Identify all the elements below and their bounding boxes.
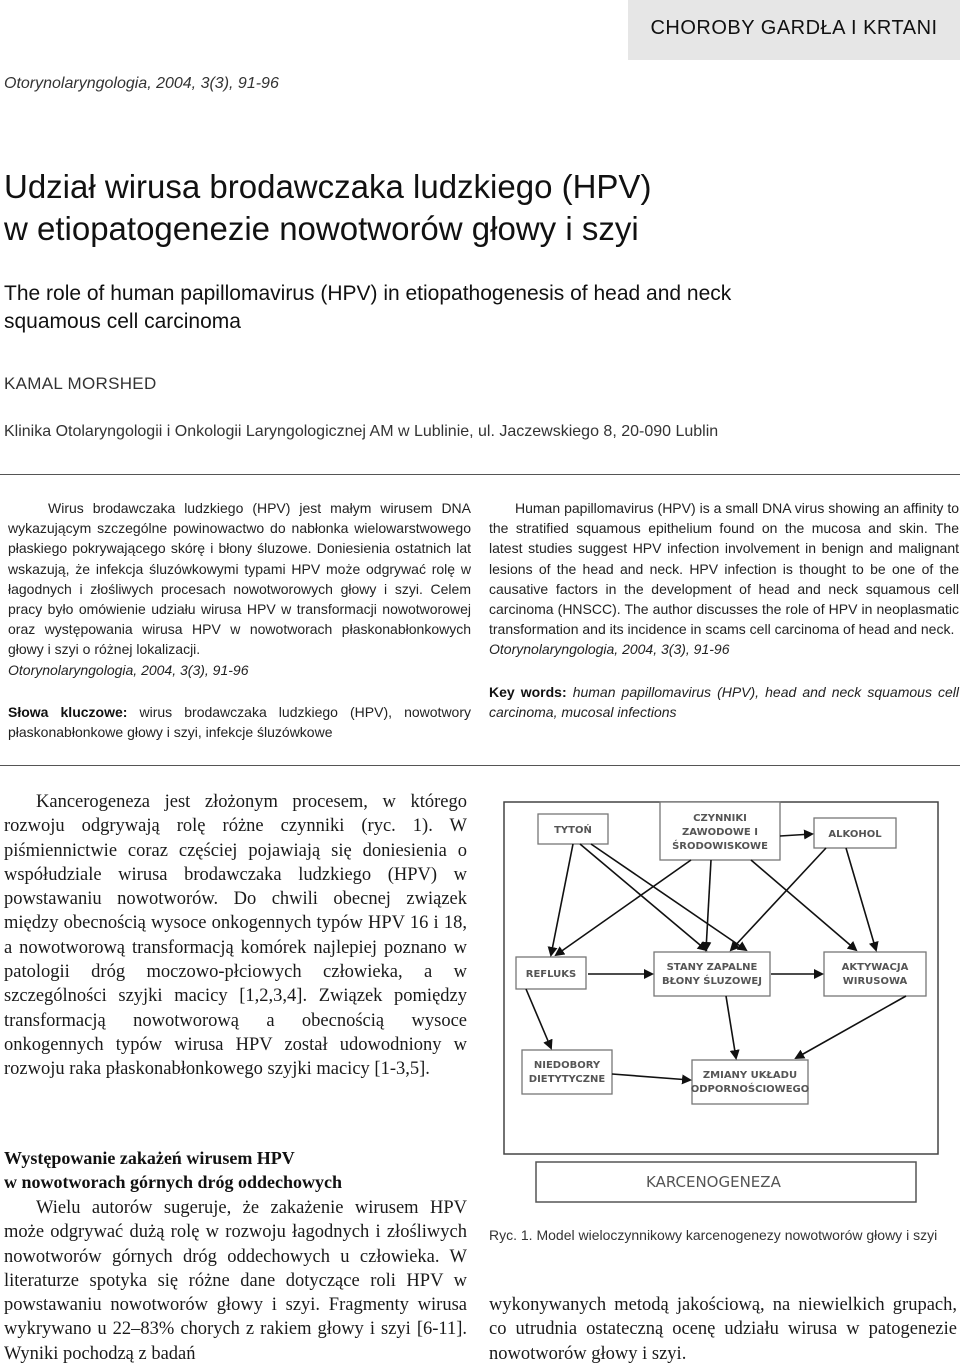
label-karcenogeneza: KARCENOGENEZA xyxy=(646,1173,781,1191)
title-line-1: Udział wirusa brodawczaka ludzkiego (HPV) xyxy=(4,168,652,205)
body-para-3-text: wykonywanych metodą jakościową, na niewielkich grupach, co utrudnia ostateczną ocenę udziału wirusa w patogenezie nowotworów głowy i szyi. xyxy=(489,1295,957,1364)
box-niedobory xyxy=(522,1050,612,1094)
keywords-pl-text: wirus brodawczaka ludzkiego (HPV), nowotwory płaskonabłonkowe głowy i szyi, infekcje śluzówkowe xyxy=(8,703,472,741)
abstract-en-citation: Otorynolaryngologia, 2004, 3(3), 91-96 xyxy=(489,641,730,658)
body-para-2-text: Wielu autorów sugeruje, że zakażenie wirusem HPV może odgrywać dużą rolę w rozwoju łagodnych i złośliwych nowotworów górnych dróg oddechowych u człowieka. W literaturze spotyka się różne dane dotyczące roli HPV w powstawaniu nowotworów głowy i szyi. Fragmenty wirusa wykrywano u 22–83% chorych z rakiem głowy i szyi [6-11]. Wyniki pochodzą z badań xyxy=(4,1198,467,1364)
abstract-polish xyxy=(8,498,471,742)
body-para-1-text: Kancerogeneza jest złożonym procesem, w którego rozwoju odgrywają rolę różne czynniki (ryc. 1). W piśmiennictwie coraz częściej pojawiają się doniesienia o współudziale wirusa brodawczaka ludzkiego (HPV) w powstawaniu nowotworów. Do chwili obecnej związek między obecnością wysoce onkogennych typów HPV 16 i 18, a nowotworową transformacją komórek najlepiej poznano w patologii dróg moczowo-płciowych człowieka, a w szczególności szyjki macicy [1,2,3,4]. Związek pomiędzy transformacją nowotworową a obecnością wysoce onkogennych typów wirusa HPV został udowodniony w rozwoju raka płaskonabłonkowego szyjki macicy [1-3,5]. xyxy=(4,792,467,1080)
box-stany xyxy=(654,952,770,996)
label-aktywacja-1: AKTYWACJA xyxy=(841,962,909,973)
label-zmiany-2: ODPORNOŚCIOWEGO xyxy=(690,1084,810,1095)
label-niedobory-1: NIEDOBORY xyxy=(533,1060,601,1071)
abstract-pl-citation: Otorynolaryngologia, 2004, 3(3), 91-96 xyxy=(8,661,249,678)
body-paragraph-1 xyxy=(4,790,467,1082)
figure-caption: Ryc. 1. Model wieloczynnikowy karcenogenezy nowotworów głowy i szyi xyxy=(489,1227,938,1243)
article-title-pl xyxy=(4,166,904,250)
abstract-pl-text: Wirus brodawczaka ludzkiego (HPV) jest małym wirusem DNA wykazującym szczególne powinowactwo do nabłonka wielowarstwowego płaskiego pokrywającego skórę i błony śluzowe. Doniesienia ostatnich lat wskazują, że infekcja śluzówkowymi typami HPV może odgrywać rolę w łagodnych i złośliwych procesach nowotworowych głowy i szyi. Celem pracy było omówienie udziału wirusa HPV w transformacji nowotworowej oraz występowania wirusa HPV w nowotworach płaskonabłonkowych głowy i szyi o różnej lokalizacji. xyxy=(8,500,471,658)
author-name: KAMAL MORSHED xyxy=(4,374,157,393)
label-niedobory-2: DIETYTYCZNE xyxy=(528,1074,606,1085)
keywords-en-text: human papillomavirus (HPV), head and neck squamous cell carcinoma, mucosal infections xyxy=(489,683,959,720)
subtitle-line-1: The role of human papillomavirus (HPV) in etiopathogenesis of head and neck xyxy=(4,282,732,305)
keywords-en-label: Key words: xyxy=(489,683,567,700)
figure-1 xyxy=(496,792,944,1212)
author-affiliation: Klinika Otolaryngologii i Onkologii Laryngologicznej AM w Lublinie, ul. Jaczewskiego 8, 20-090 Lublin xyxy=(4,423,719,440)
subtitle-line-2: squamous cell carcinoma xyxy=(4,310,241,333)
box-aktywacja xyxy=(824,952,926,996)
abstract-en-text: Human papillomavirus (HPV) is a small DNA virus showing an affinity to the stratified squamous epithelium found on the mucosa and skin. The latest studies suggest HPV infection involvement in benign and malignant lesions of the head and neck. HPV infection is thought to be one of the causative factors in the development of head and neck squamous cell carcinoma (HNSCC). The author discusses the role of HPV in neoplasmatic transformation and its incidence in scams cell carcinoma of head and neck. xyxy=(489,500,959,638)
body-paragraph-3 xyxy=(489,1293,957,1366)
keywords-en xyxy=(489,682,959,722)
label-alkohol: ALKOHOL xyxy=(828,829,882,840)
label-refluks: REFLUKS xyxy=(525,969,577,980)
figure-diagram xyxy=(496,792,944,1212)
title-line-2: w etiopatogenezie nowotworów głowy i szyi xyxy=(4,210,639,247)
article-title-en xyxy=(4,280,904,336)
label-stany-2: BŁONY ŚLUZOWEJ xyxy=(662,976,762,987)
box-zmiany xyxy=(692,1060,808,1104)
section-header xyxy=(628,0,960,60)
section-heading-line-2: w nowotworach górnych dróg oddechowych xyxy=(4,1172,343,1192)
label-czynniki-3: ŚRODOWISKOWE xyxy=(672,841,768,852)
label-aktywacja-2: WIRUSOWA xyxy=(842,976,908,987)
section-heading xyxy=(4,1146,474,1194)
journal-citation: Otorynolaryngologia, 2004, 3(3), 91-96 xyxy=(4,75,279,92)
section-heading-line-1: Występowanie zakażeń wirusem HPV xyxy=(4,1148,295,1168)
abstract-english xyxy=(489,498,959,722)
section-title: CHOROBY GARDŁA I KRTANI xyxy=(650,17,938,39)
label-czynniki-2: ZAWODOWE I xyxy=(682,827,758,838)
keywords-pl xyxy=(8,702,471,742)
label-czynniki-1: CZYNNIKI xyxy=(693,813,747,824)
label-stany-1: STANY ZAPALNE xyxy=(666,962,758,973)
top-divider xyxy=(0,474,960,475)
keywords-pl-label: Słowa kluczowe: xyxy=(8,703,128,720)
label-zmiany-1: ZMIANY UKŁADU xyxy=(702,1070,798,1081)
body-paragraph-2 xyxy=(4,1196,467,1366)
abstract-divider xyxy=(0,765,960,766)
label-tyton: TYTOŃ xyxy=(554,825,592,836)
